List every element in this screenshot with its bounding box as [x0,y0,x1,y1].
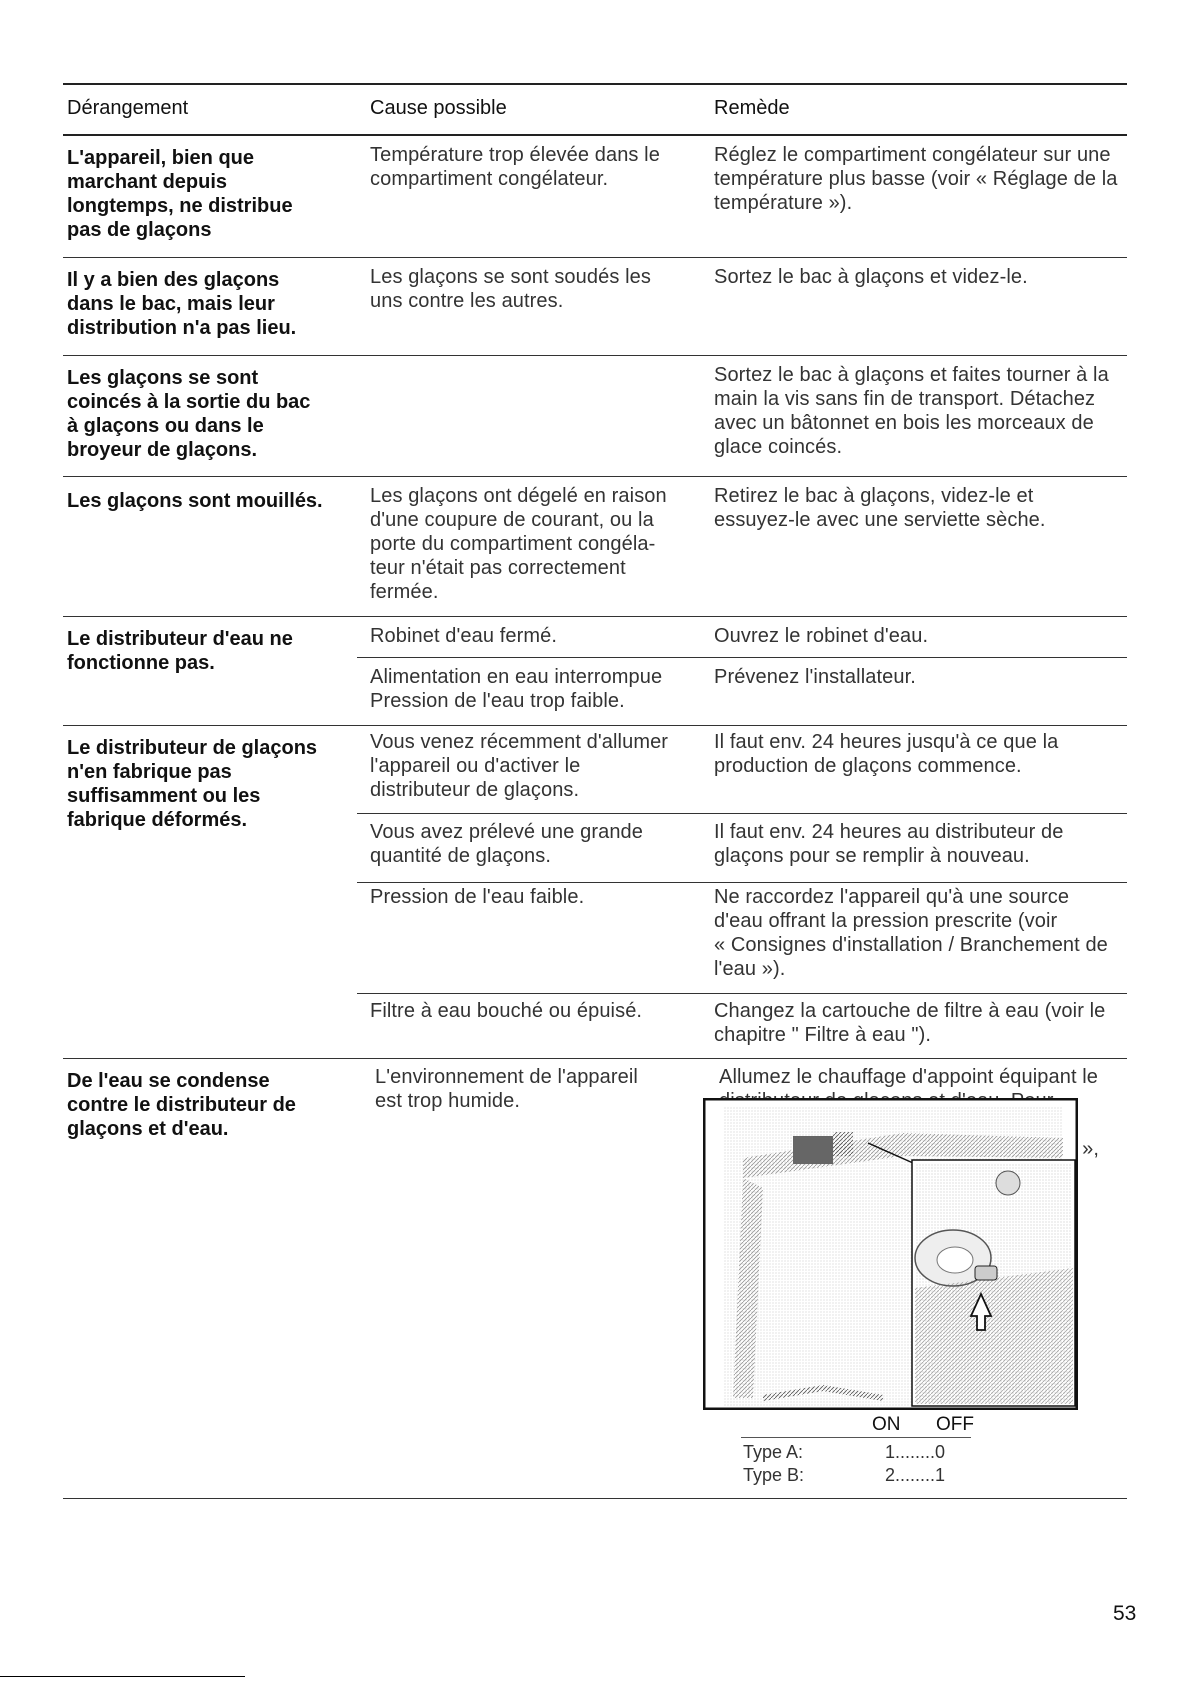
problem-text: Les glaçons sont mouillés. [67,490,323,512]
problem-text: Il y a bien des glaçons dans le bac, mais leur distribution n'a pas lieu. [67,269,297,339]
cause-text: Température trop élevée dans le compartiment congélateur. [370,144,660,190]
switch-table-header-off: OFF [936,1414,974,1435]
problem-text: De l'eau se condense contre le distributeur de glaçons et d'eau. [67,1070,296,1140]
cause-text: Vous venez récemment d'allumer l'appareil ou d'activer le distributeur de glaçons. [370,731,669,801]
switch-type-value: 2........1 [885,1465,946,1485]
cause-text: Pression de l'eau faible. [370,886,585,908]
problem-text: L'appareil, bien que marchant depuis longtemps, ne distribue pas de glaçons [67,147,293,241]
cause-text: Vous avez prélevé une grande quantité de glaçons. [370,821,643,867]
cause-text: Les glaçons ont dégelé en raison d'une coupure de courant, ou la porte du compartiment congéla- teur n'était pas correctement fermée. [370,485,667,603]
switch-type-label: Type A: [743,1442,804,1462]
bottom-edge-line [0,1676,245,1677]
remedy-text: Allumez le chauffage d'appoint équipant le », [719,1066,1100,1160]
remedy-text: Sortez le bac à glaçons et videz-le. [714,266,1028,288]
cause-text: Les glaçons se sont soudés les uns contre les autres. [370,266,651,312]
cause-text: Alimentation en eau interrompue Pression de l'eau trop faible. [370,666,663,712]
row-rule [63,616,1127,617]
dispenser-switch-illustration [703,1098,1078,1410]
remedy-text: Changez la cartouche de filtre à eau (voir le chapitre " Filtre à eau "). [714,1000,1106,1046]
row-rule [63,476,1127,477]
row-rule [63,1058,1127,1059]
table-top-rule [63,83,1127,85]
cause-text: Filtre à eau bouché ou épuisé. [370,1000,643,1022]
remedy-text: Prévenez l'installateur. [714,666,916,688]
switch-table-rule [741,1437,971,1438]
remedy-text: Ouvrez le robinet d'eau. [714,625,929,647]
row-rule [63,257,1127,258]
problem-text: Le distributeur de glaçons n'en fabrique pas suffisamment ou les fabrique déformés. [67,737,318,831]
remedy-text: Réglez le compartiment congélateur sur une température plus basse (voir « Réglage de la température »). [714,144,1118,214]
cause-text: L'environnement de l'appareil est trop humide. [375,1066,638,1112]
problem-text: Les glaçons se sont coincés à la sortie du bac à glaçons ou dans le broyeur de glaçons. [67,367,311,461]
row-rule [63,355,1127,356]
problem-text: Le distributeur d'eau ne fonctionne pas. [67,628,293,674]
header-problem: Dérangement [67,97,189,119]
remedy-text: Il faut env. 24 heures au distributeur de glaçons pour se remplir à nouveau. [714,821,1064,867]
switch-table-header-on: ON [872,1414,901,1435]
cause-text: Robinet d'eau fermé. [370,625,558,647]
subrow-rule [357,993,1127,994]
remedy-text: Ne raccordez l'appareil qu'à une source d'eau offrant la pression prescrite (voir « Consignes d'installation / Branchement de l'eau »). [714,886,1108,980]
remedy-text: Retirez le bac à glaçons, videz-le et essuyez-le avec une serviette sèche. [714,485,1046,531]
table-bottom-rule [63,1498,1127,1499]
subrow-rule [357,813,1127,814]
remedy-text: Sortez le bac à glaçons et faites tourner à la main la vis sans fin de transport. Détachez avec un bâtonnet en bois les morceaux de glace coincés. [714,364,1109,458]
remedy-text: Il faut env. 24 heures jusqu'à ce que la production de glaçons commence. [714,731,1059,777]
header-remedy: Remède [714,97,790,119]
subrow-rule [357,657,1127,658]
page-number: 53 [1113,1602,1137,1625]
subrow-rule [357,882,1127,883]
switch-type-value: 1........0 [885,1442,946,1462]
header-cause: Cause possible [370,97,507,119]
row-rule [63,725,1127,726]
switch-type-label: Type B: [743,1465,805,1485]
header-rule [63,134,1127,136]
